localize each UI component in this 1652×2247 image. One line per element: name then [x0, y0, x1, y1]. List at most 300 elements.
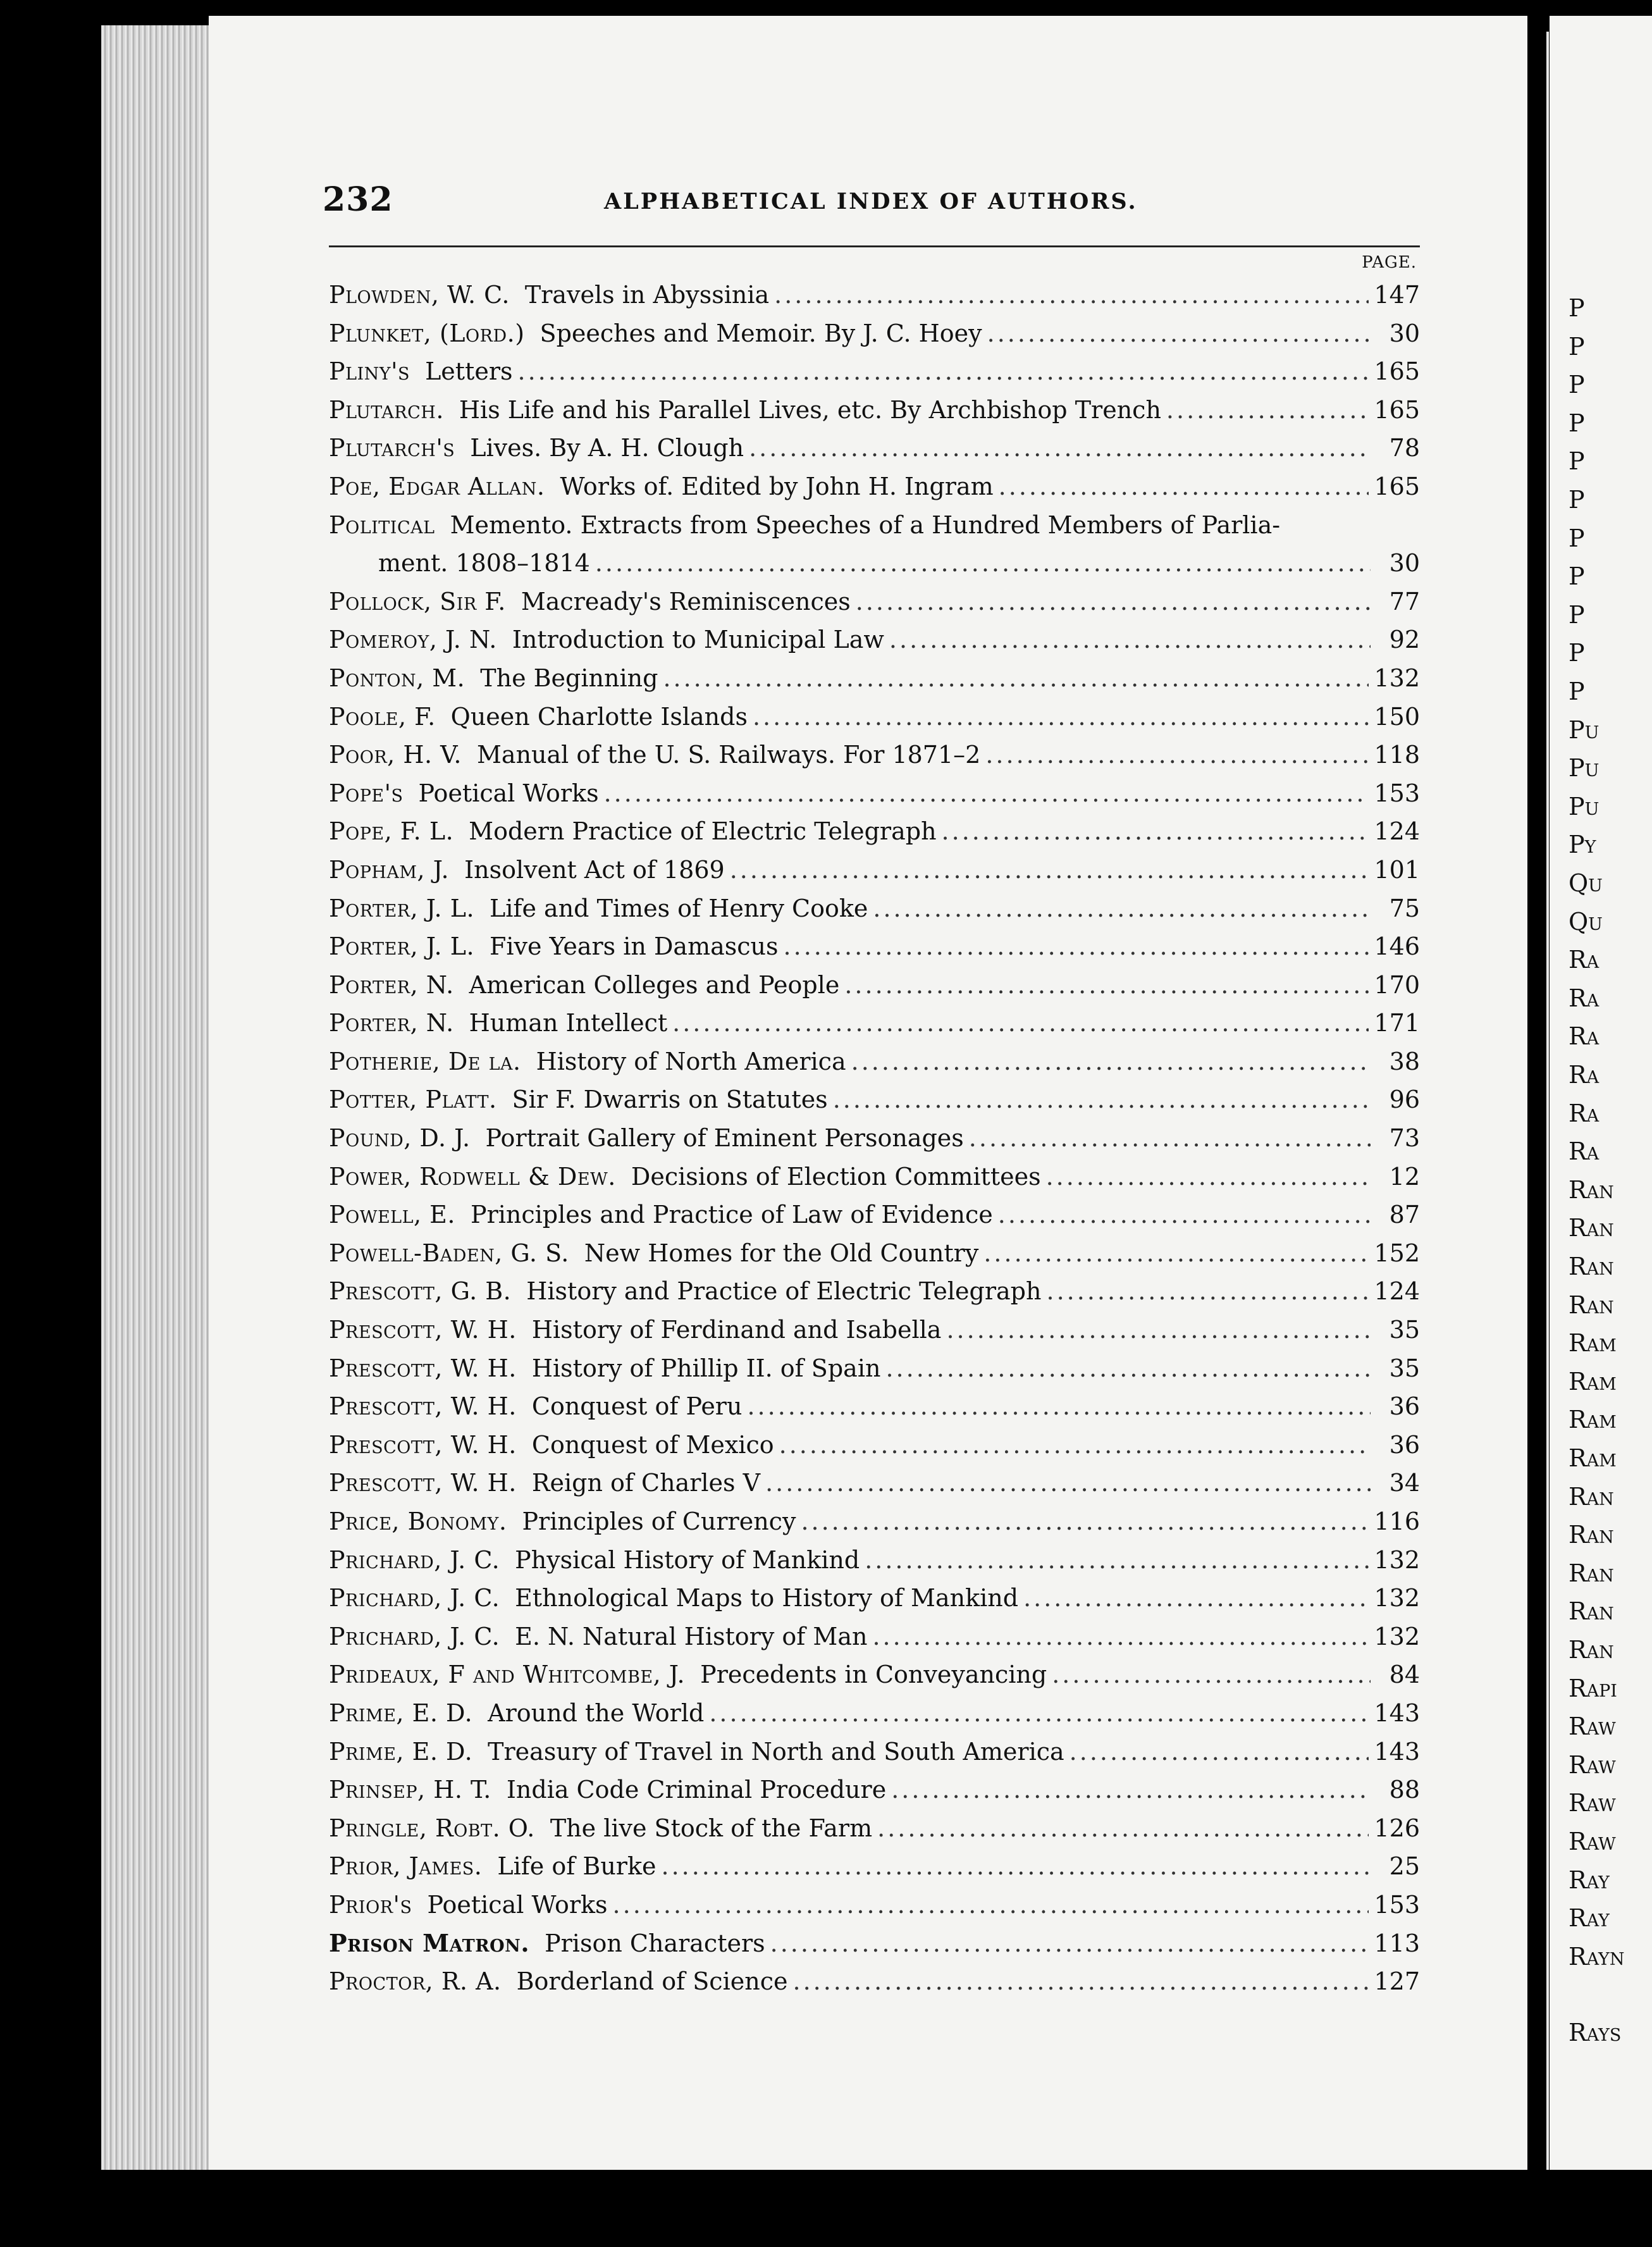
- index-entry-line: [329, 889, 1420, 927]
- author-name: Prior's: [329, 1890, 412, 1919]
- index-entry-line: [329, 1234, 1420, 1272]
- right-page-entry-fragment: Raw: [1569, 1789, 1616, 1817]
- author-name: Prescott, G. B.: [329, 1277, 512, 1306]
- index-entry: [329, 583, 1420, 621]
- page-ref: 118: [1374, 741, 1420, 769]
- index-entry: [329, 1426, 1420, 1464]
- right-page-entry-fragment: P: [1569, 447, 1585, 476]
- work-title: Treasury of Travel in North and South America: [488, 1737, 1064, 1766]
- author-name: Potherie, De la.: [329, 1047, 521, 1075]
- dot-leader: [770, 1924, 1369, 1962]
- page-ref: 170: [1374, 970, 1420, 999]
- work-title: History of North America: [536, 1047, 846, 1075]
- index-entry-line: [329, 1119, 1420, 1157]
- index-entry-line: [329, 352, 1420, 390]
- index-entry: [329, 889, 1420, 928]
- index-entry-line: [329, 774, 1420, 812]
- right-page-entry-fragment: Py: [1569, 831, 1596, 859]
- index-entry: [329, 1119, 1420, 1158]
- page-ref: 150: [1374, 702, 1420, 731]
- right-page-entry-fragment: P: [1569, 678, 1585, 705]
- index-entry-line: [329, 1387, 1420, 1425]
- page-ref: 30: [1389, 319, 1420, 347]
- author-name: Porter, N.: [329, 1009, 454, 1037]
- page-ref: 126: [1374, 1814, 1420, 1842]
- index-entry-line: [329, 1043, 1420, 1080]
- index-entry: [329, 1043, 1420, 1081]
- index-entry-line: [329, 1886, 1420, 1924]
- index-entry: [329, 314, 1420, 353]
- dot-leader: [833, 1080, 1371, 1118]
- page-ref: 84: [1389, 1661, 1420, 1689]
- right-page-entry-fragment: Ra: [1569, 946, 1600, 974]
- author-name: Plunket, (Lord.): [329, 319, 525, 347]
- index-entry: [329, 429, 1420, 467]
- right-page-entry-fragment: Ra: [1569, 984, 1600, 1012]
- work-title: The live Stock of the Farm: [550, 1814, 873, 1842]
- author-name: Poole, F.: [329, 702, 436, 731]
- author-name: Porter, J. L.: [329, 894, 475, 922]
- page-ref: 88: [1389, 1776, 1420, 1804]
- dot-leader: [672, 1004, 1369, 1042]
- page-ref: 35: [1389, 1354, 1420, 1382]
- dot-leader: [663, 659, 1369, 697]
- dot-leader: [851, 1043, 1371, 1080]
- work-title: Sir F. Dwarris on Statutes: [512, 1086, 828, 1114]
- index-entry: [329, 698, 1420, 736]
- author-name: Prescott, W. H.: [329, 1392, 517, 1421]
- right-page-entry-fragment: P: [1569, 294, 1585, 322]
- page-ref: 30: [1389, 548, 1420, 577]
- author-name: Prichard, J. C.: [329, 1584, 500, 1613]
- work-title: Around the World: [488, 1699, 705, 1727]
- dot-leader: [985, 736, 1369, 774]
- work-title-continuation: ment. 1808–1814: [378, 548, 590, 577]
- index-entry-line: [329, 1771, 1420, 1809]
- dot-leader: [747, 1387, 1371, 1425]
- right-page-entry-fragment: P: [1569, 486, 1585, 514]
- page-ref: 132: [1374, 664, 1420, 692]
- dot-leader: [999, 467, 1369, 505]
- page-ref: 38: [1389, 1047, 1420, 1075]
- work-title: Life of Burke: [497, 1852, 656, 1881]
- index-entry-line: [329, 1733, 1420, 1771]
- index-entry-line: [329, 1962, 1420, 2000]
- index-entry-line: [329, 1158, 1420, 1196]
- dot-leader: [983, 1234, 1369, 1272]
- dot-leader: [765, 1464, 1371, 1502]
- right-page-entry-fragment: Rays: [1569, 2019, 1622, 2047]
- right-page-entry-fragment: Ram: [1569, 1329, 1617, 1358]
- index-entry: [329, 1962, 1420, 2001]
- dot-leader: [1047, 1272, 1369, 1310]
- dot-leader: [891, 1771, 1371, 1809]
- work-title: Life and Times of Henry Cooke: [490, 894, 868, 922]
- work-title: His Life and his Parallel Lives, etc. By Archbishop Trench: [459, 395, 1161, 424]
- author-name: Powell, E.: [329, 1201, 456, 1229]
- author-name: Plutarch's: [329, 434, 455, 462]
- work-title: Poetical Works: [427, 1890, 608, 1919]
- page-ref: 36: [1389, 1430, 1420, 1459]
- right-page-entry-fragment: Ran: [1569, 1636, 1614, 1664]
- right-page-entry-fragment: Pu: [1569, 792, 1600, 820]
- dot-leader: [1052, 1656, 1371, 1693]
- index-entry-line: [329, 966, 1420, 1004]
- page-ref: 75: [1389, 894, 1420, 922]
- right-page-entry-fragment: Ray: [1569, 1866, 1610, 1894]
- index-entry-line: [329, 276, 1420, 314]
- right-page-entry-fragment: Ra: [1569, 1022, 1600, 1051]
- index-entry-line: [329, 1656, 1420, 1693]
- index-entry-continuation-line: [329, 544, 1420, 582]
- author-name: Pliny's: [329, 357, 410, 386]
- author-name: Pound, D. J.: [329, 1124, 471, 1153]
- author-name: Prime, E. D.: [329, 1699, 473, 1727]
- index-entry-line: [329, 1924, 1420, 1962]
- index-entry: [329, 1924, 1420, 1963]
- index-entry: [329, 1771, 1420, 1809]
- dot-leader: [1069, 1733, 1369, 1771]
- running-head: ALPHABETICAL INDEX OF AUTHORS.: [604, 189, 1138, 214]
- author-name: Poor, H. V.: [329, 741, 462, 769]
- header-rule: [329, 245, 1420, 247]
- page-ref: 147: [1374, 281, 1420, 309]
- work-title: Reign of Charles V: [531, 1469, 761, 1497]
- work-title: History of Phillip II. of Spain: [531, 1354, 881, 1382]
- right-page-entry-fragment: Rayn: [1569, 1942, 1625, 1971]
- dot-leader: [730, 851, 1369, 889]
- right-page-entry-fragment: Raw: [1569, 1750, 1616, 1779]
- dot-leader: [613, 1886, 1369, 1924]
- page-ref: 78: [1389, 434, 1420, 462]
- author-name: Prinsep, H. T.: [329, 1776, 491, 1804]
- right-page-entry-fragment: P: [1569, 524, 1585, 552]
- index-entry: [329, 1158, 1420, 1196]
- work-title: Speeches and Memoir. By J. C. Hoey: [539, 319, 982, 347]
- author-name: Prescott, W. H.: [329, 1316, 517, 1344]
- index-entry-line: [329, 1196, 1420, 1234]
- index-entry: [329, 352, 1420, 391]
- index-entry: [329, 506, 1420, 583]
- author-name: Potter, Platt.: [329, 1086, 497, 1114]
- work-title: Portrait Gallery of Eminent Personages: [485, 1124, 964, 1153]
- author-name: Pope, F. L.: [329, 817, 454, 846]
- dot-leader: [517, 352, 1369, 390]
- page-ref: 127: [1374, 1967, 1420, 1996]
- index-entry-line: [329, 812, 1420, 850]
- dot-leader: [865, 1541, 1369, 1579]
- author-name: Porter, N.: [329, 970, 454, 999]
- index-entry-line: [329, 391, 1420, 429]
- right-page-entry-fragment: P: [1569, 562, 1585, 591]
- work-title: Lives. By A. H. Clough: [470, 434, 744, 462]
- work-title: India Code Criminal Procedure: [506, 1776, 887, 1804]
- page-ref: 153: [1374, 1890, 1420, 1919]
- index-entry-line: [329, 1502, 1420, 1540]
- dot-leader: [604, 774, 1369, 812]
- dot-leader: [1046, 1158, 1371, 1196]
- index-entry: [329, 1579, 1420, 1618]
- right-page-entry-fragment: Ran: [1569, 1175, 1614, 1204]
- dot-leader: [753, 698, 1369, 736]
- right-page-entry-fragment: Ray: [1569, 1904, 1610, 1933]
- right-page-entry-fragment: Ran: [1569, 1521, 1614, 1549]
- work-title: American Colleges and People: [469, 970, 840, 999]
- index-entry-line: [329, 506, 1420, 544]
- scan-border-bottom: [0, 2170, 1652, 2247]
- right-page-entry-fragment: Ra: [1569, 1099, 1600, 1127]
- work-title: E. N. Natural History of Man: [515, 1622, 868, 1650]
- page-ref: 143: [1374, 1699, 1420, 1727]
- right-page-entry-fragment: P: [1569, 600, 1585, 629]
- author-name: Ponton, M.: [329, 664, 465, 692]
- index-entry: [329, 1618, 1420, 1656]
- author-name: Political: [329, 511, 435, 539]
- index-entry: [329, 736, 1420, 774]
- page-ref: 143: [1374, 1737, 1420, 1766]
- right-page-entry-fragment: Ran: [1569, 1482, 1614, 1511]
- work-title: Manual of the U. S. Railways. For 1871–2: [477, 741, 981, 769]
- index-entry-line: [329, 1311, 1420, 1349]
- index-entry: [329, 1234, 1420, 1273]
- dot-leader: [779, 1426, 1371, 1464]
- right-page-fragment: [1550, 16, 1652, 2170]
- index-entry: [329, 621, 1420, 659]
- index-entry-list: [329, 276, 1420, 2001]
- work-title: Prison Characters: [545, 1929, 765, 1957]
- page-ref: 73: [1389, 1124, 1420, 1153]
- index-entry-line: [329, 698, 1420, 736]
- page-ref: 25: [1389, 1852, 1420, 1881]
- page-ref: 87: [1389, 1201, 1420, 1229]
- work-title: Decisions of Election Committees: [631, 1162, 1041, 1191]
- right-page-entry-fragment: Ra: [1569, 1137, 1600, 1166]
- work-title: Principles and Practice of Law of Evidence: [471, 1201, 993, 1229]
- index-entry: [329, 659, 1420, 698]
- work-title: The Beginning: [480, 664, 658, 692]
- gutter: [1546, 32, 1549, 2170]
- right-page-entry-fragment: Ran: [1569, 1291, 1614, 1319]
- right-page-entry-fragment: Ra: [1569, 1061, 1600, 1089]
- author-name: Pringle, Robt. O.: [329, 1814, 535, 1842]
- dot-leader: [942, 812, 1369, 850]
- index-entry-line: [329, 1694, 1420, 1732]
- page-ref: 12: [1389, 1162, 1420, 1191]
- index-entry-line: [329, 1809, 1420, 1847]
- dot-leader: [889, 621, 1371, 659]
- author-name: Prior, James.: [329, 1852, 483, 1881]
- page-ref: 132: [1374, 1622, 1420, 1650]
- index-entry: [329, 1004, 1420, 1043]
- page-ref: 132: [1374, 1545, 1420, 1574]
- work-title: Human Intellect: [469, 1009, 668, 1037]
- right-page-entry-fragment: Raw: [1569, 1712, 1616, 1741]
- author-name: Prichard, J. C.: [329, 1545, 500, 1574]
- work-title: Principles of Currency: [522, 1507, 796, 1535]
- work-title: Works of. Edited by John H. Ingram: [560, 472, 994, 500]
- right-page-entry-fragment: P: [1569, 371, 1585, 399]
- right-page-entry-fragment: Qu: [1569, 907, 1603, 936]
- index-entry: [329, 812, 1420, 851]
- right-page-entry-fragment: Ran: [1569, 1214, 1614, 1242]
- work-title: Queen Charlotte Islands: [450, 702, 748, 731]
- index-entry-line: [329, 1080, 1420, 1118]
- work-title: Conquest of Mexico: [531, 1430, 774, 1459]
- right-page-entry-fragment: P: [1569, 639, 1585, 667]
- page-ref: 171: [1374, 1009, 1420, 1037]
- index-entry: [329, 276, 1420, 314]
- work-title: Macready's Reminiscences: [521, 587, 851, 616]
- index-entry: [329, 1387, 1420, 1426]
- dot-leader: [774, 276, 1369, 314]
- page-number: 232: [323, 180, 393, 219]
- author-name: Power, Rodwell & Dew.: [329, 1162, 616, 1191]
- work-title: Ethnological Maps to History of Mankind: [515, 1584, 1019, 1613]
- index-entry-line: [329, 583, 1420, 621]
- author-name: Pomeroy, J. N.: [329, 626, 497, 654]
- dot-leader: [872, 1618, 1369, 1656]
- work-title: Travels in Abyssinia: [524, 281, 770, 309]
- index-entry-line: [329, 429, 1420, 467]
- index-entry: [329, 774, 1420, 813]
- work-title: Borderland of Science: [516, 1967, 788, 1996]
- dot-leader: [1166, 391, 1369, 429]
- index-entry-line: [329, 736, 1420, 774]
- author-name: Prescott, W. H.: [329, 1430, 517, 1459]
- page-ref: 165: [1374, 472, 1420, 500]
- index-entry-line: [329, 1618, 1420, 1656]
- page-ref: 101: [1374, 855, 1420, 884]
- page-column-label: PAGE.: [1362, 253, 1417, 272]
- dot-leader: [998, 1196, 1371, 1234]
- index-entry: [329, 1272, 1420, 1311]
- index-entry-line: [329, 1004, 1420, 1042]
- index-entry: [329, 467, 1420, 506]
- dot-leader: [877, 1809, 1369, 1847]
- author-name: Prichard, J. C.: [329, 1622, 500, 1650]
- index-entry: [329, 1080, 1420, 1119]
- index-entry: [329, 1809, 1420, 1848]
- index-entry-line: [329, 1426, 1420, 1464]
- index-entry-line: [329, 314, 1420, 352]
- author-name: Prescott, W. H.: [329, 1354, 517, 1382]
- index-entry: [329, 1847, 1420, 1886]
- author-name: Poe, Edgar Allan.: [329, 472, 545, 500]
- work-title: Five Years in Damascus: [490, 932, 779, 961]
- page-ref: 96: [1389, 1086, 1420, 1114]
- dot-leader: [873, 889, 1371, 927]
- right-page-entry-fragment: Ran: [1569, 1559, 1614, 1587]
- dot-leader: [595, 544, 1371, 582]
- right-page-entry-fragment: Pu: [1569, 715, 1600, 744]
- right-page-entry-fragment: Ram: [1569, 1367, 1617, 1396]
- right-page-entry-fragment: Qu: [1569, 869, 1603, 897]
- page-ref: 132: [1374, 1584, 1420, 1613]
- page-edge-stack: [101, 25, 215, 2170]
- dot-leader: [1023, 1579, 1369, 1617]
- page-ref: 34: [1389, 1469, 1420, 1497]
- work-title: Conquest of Peru: [531, 1392, 743, 1421]
- author-name: Prison Matron.: [329, 1928, 530, 1957]
- index-entry: [329, 1349, 1420, 1388]
- dot-leader: [784, 927, 1369, 965]
- index-entry: [329, 966, 1420, 1005]
- right-page-entry-fragment: Raw: [1569, 1828, 1616, 1855]
- work-title: Memento. Extracts from Speeches of a Hundred Members of Parlia-: [450, 511, 1281, 539]
- dot-leader: [709, 1694, 1369, 1732]
- dot-leader: [661, 1847, 1371, 1885]
- index-entry: [329, 1502, 1420, 1541]
- work-title: Insolvent Act of 1869: [464, 855, 725, 884]
- work-title: New Homes for the Old Country: [584, 1239, 979, 1267]
- work-title: Precedents in Conveyancing: [700, 1661, 1047, 1689]
- page-ref: 165: [1374, 395, 1420, 424]
- author-name: Porter, J. L.: [329, 932, 475, 961]
- page-ref: 113: [1374, 1929, 1420, 1957]
- page-ref: 77: [1389, 587, 1420, 616]
- right-page-entry-fragment: P: [1569, 409, 1585, 437]
- work-title: Introduction to Municipal Law: [512, 626, 884, 654]
- author-name: Popham, J.: [329, 855, 450, 884]
- index-entry: [329, 1733, 1420, 1771]
- index-entry: [329, 851, 1420, 889]
- work-title: Modern Practice of Electric Telegraph: [469, 817, 937, 846]
- right-page-entry-fragment: Rapi: [1569, 1674, 1617, 1702]
- right-page-entry-fragment: P: [1569, 332, 1585, 361]
- right-page-entry-fragment: Ran: [1569, 1597, 1614, 1626]
- dot-leader: [844, 966, 1369, 1004]
- author-name: Pollock, Sir F.: [329, 587, 506, 616]
- index-entry: [329, 1656, 1420, 1694]
- page-ref: 116: [1374, 1507, 1420, 1535]
- page-ref: 153: [1374, 779, 1420, 807]
- index-entry: [329, 391, 1420, 430]
- page-ref: 124: [1374, 817, 1420, 846]
- page-ref: 124: [1374, 1277, 1420, 1306]
- index-entry-line: [329, 659, 1420, 697]
- index-entry-line: [329, 851, 1420, 889]
- author-name: Prime, E. D.: [329, 1737, 473, 1766]
- index-entry-line: [329, 1847, 1420, 1885]
- index-entry-line: [329, 467, 1420, 505]
- index-entry-line: [329, 1349, 1420, 1387]
- index-entry-line: [329, 1272, 1420, 1310]
- work-title: Letters: [425, 357, 513, 386]
- index-entry-line: [329, 621, 1420, 659]
- page-ref: 152: [1374, 1239, 1420, 1267]
- index-entry-line: [329, 927, 1420, 965]
- dot-leader: [749, 429, 1371, 467]
- right-page-entry-fragment: Pu: [1569, 754, 1600, 783]
- author-name: Plutarch.: [329, 395, 444, 424]
- author-name: Proctor, R. A.: [329, 1967, 502, 1996]
- right-page-entry-fragment: Ram: [1569, 1444, 1617, 1472]
- index-entry: [329, 1464, 1420, 1502]
- author-name: Pope's: [329, 779, 404, 807]
- index-entry: [329, 1886, 1420, 1924]
- index-entry: [329, 1196, 1420, 1234]
- dot-leader: [885, 1349, 1371, 1387]
- dot-leader: [792, 1962, 1369, 2000]
- author-name: Prescott, W. H.: [329, 1469, 517, 1497]
- author-name: Powell-Baden, G. S.: [329, 1239, 569, 1267]
- page-ref: 92: [1389, 626, 1420, 654]
- dot-leader: [801, 1502, 1369, 1540]
- index-entry: [329, 1541, 1420, 1580]
- work-title: Poetical Works: [418, 779, 599, 807]
- index-entry-line: [329, 1541, 1420, 1579]
- author-name: Price, Bonomy.: [329, 1507, 507, 1535]
